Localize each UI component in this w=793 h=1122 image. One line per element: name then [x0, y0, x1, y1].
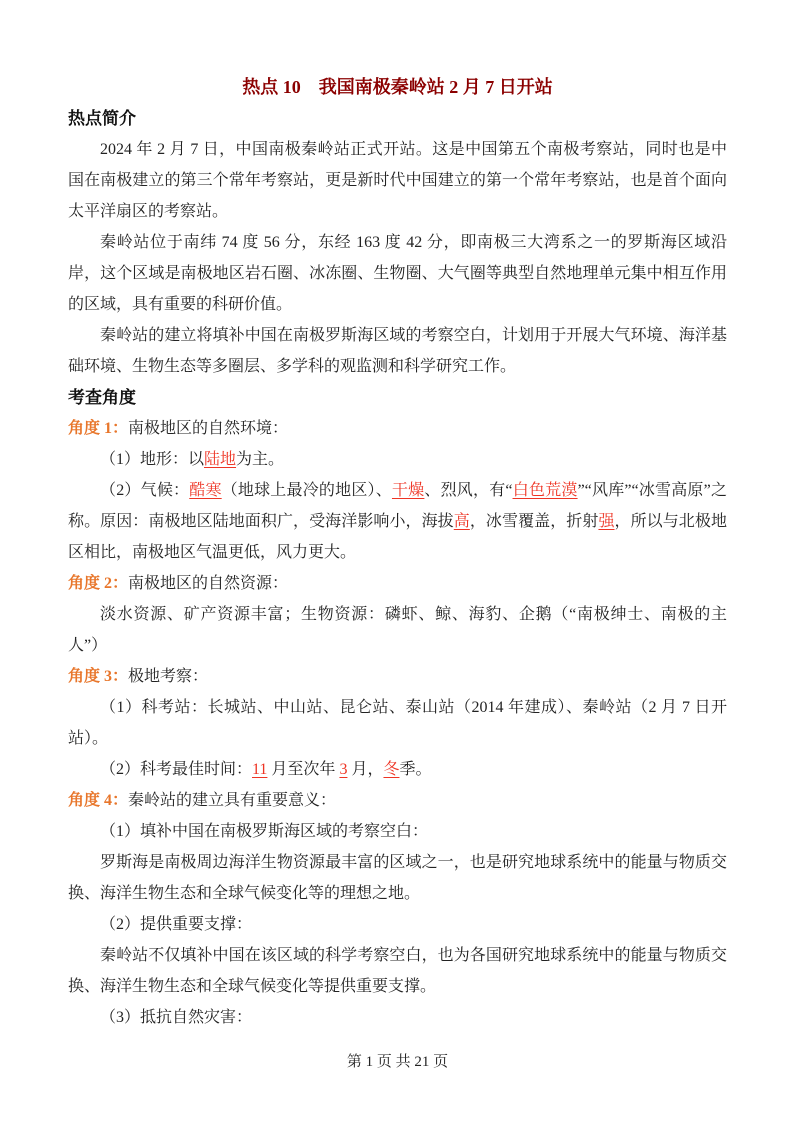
- paragraph: [68, 134, 727, 227]
- paragraph: [68, 599, 727, 661]
- text-run: 为主。: [236, 451, 285, 468]
- paragraph: [68, 816, 727, 847]
- paragraph: [68, 909, 727, 940]
- highlighted-term: 3: [339, 761, 348, 778]
- paragraph: [68, 227, 727, 320]
- text-run: 秦岭站的建立具有重要意义：: [128, 792, 337, 809]
- document-title: 热点 10 我国南极秦岭站 2 月 7 日开站: [242, 77, 553, 97]
- highlighted-term: 冬: [383, 761, 400, 778]
- text-run: ”“风库”“冰雪高原”之称。原因：南极地区陆地面积广，受海洋影响小，海拔: [68, 482, 727, 530]
- text-run: （1）地形：以: [100, 451, 205, 468]
- angle-heading: [68, 661, 727, 692]
- text-run: （2）科考最佳时间：: [100, 761, 253, 778]
- highlighted-term: 高: [453, 513, 470, 530]
- text-run: 月，: [347, 761, 384, 778]
- text-run: 秦岭站的建立将填补中国在南极罗斯海区域的考察空白，计划用于开展大气环境、海洋基础环境、生物生态等多圈层、多学科的观监测和科学研究工作。: [68, 327, 727, 375]
- paragraph: [68, 692, 727, 754]
- section-heading: [68, 382, 727, 413]
- paragraph: [68, 320, 727, 382]
- paragraph: [68, 475, 727, 568]
- text-run: 2024 年 2 月 7 日，中国南极秦岭站正式开站。这是中国第五个南极考察站，同时也是中国在南极建立的第三个常年考察站，更是新时代中国建立的第一个常年考察站，也是首个面向太平洋扇区的考察站。: [68, 141, 727, 220]
- angle-heading: [68, 785, 727, 816]
- text-run: （地球上最冷的地区）、: [221, 482, 392, 499]
- text-run: ，冰雪覆盖，折射: [469, 513, 599, 530]
- text-run: 秦岭站位于南纬 74 度 56 分，东经 163 度 42 分，即南极三大湾系之一的罗斯海区域沿岸，这个区域是南极地区岩石圈、冰冻圈、生物圈、大气圈等典型自然地理单元集中相互作用的区域，具有重要的科研价值。: [68, 234, 727, 313]
- highlighted-term: 陆地: [204, 451, 237, 468]
- angle-label: 角度 4：: [68, 792, 129, 809]
- text-run: （3）抵抗自然灾害：: [100, 1009, 253, 1026]
- paragraph: [68, 1002, 727, 1033]
- text-run: 月至次年: [267, 761, 340, 778]
- text-run: 淡水资源、矿产资源丰富；生物资源：磷虾、鲸、海豹、企鹅（“南极绅士、南极的主人”）: [68, 606, 727, 654]
- angle-label: 角度 1：: [68, 420, 129, 437]
- text-run: 秦岭站不仅填补中国在该区域的科学考察空白，也为各国研究地球系统中的能量与物质交换、海洋生物生态和全球气候变化等提供重要支撑。: [68, 947, 727, 995]
- angle-label: 角度 3：: [68, 668, 129, 685]
- angle-label: 角度 2：: [68, 575, 129, 592]
- paragraph: [68, 754, 727, 785]
- highlighted-term: 干燥: [391, 482, 425, 499]
- highlighted-term: 酷寒: [189, 482, 222, 499]
- section-heading: [68, 103, 727, 134]
- highlighted-term: 白色荒漠: [512, 482, 578, 499]
- angle-heading: [68, 413, 727, 444]
- text-run: （2）提供重要支撑：: [100, 916, 253, 933]
- text-run: 南极地区的自然资源：: [128, 575, 289, 592]
- text-run: 南极地区的自然环境：: [128, 420, 289, 437]
- angle-heading: [68, 568, 727, 599]
- paragraph: [68, 847, 727, 909]
- text-run: 热点简介: [68, 109, 136, 128]
- text-run: 季。: [399, 761, 432, 778]
- paragraph: [68, 444, 727, 475]
- text-run: 、烈风，有“: [424, 482, 513, 499]
- text-run: （1）填补中国在南极罗斯海区域的考察空白：: [100, 823, 429, 840]
- text-run: 罗斯海是南极周边海洋生物资源最丰富的区域之一，也是研究地球系统中的能量与物质交换、海洋生物生态和全球气候变化等的理想之地。: [68, 854, 727, 902]
- document-body: [68, 103, 727, 1033]
- highlighted-term: 11: [252, 761, 268, 778]
- text-run: 极地考察：: [128, 668, 209, 685]
- text-run: （2）气候：: [100, 482, 190, 499]
- highlighted-term: 强: [598, 513, 615, 530]
- text-run: 考查角度: [68, 388, 136, 407]
- text-run: （1）科考站：长城站、中山站、昆仑站、泰山站（2014 年建成）、秦岭站（2 月 7 日开站）。: [68, 699, 727, 747]
- text-run: ，所以与北极地区相比，南极地区气温更低，风力更大。: [68, 513, 727, 561]
- paragraph: [68, 940, 727, 1002]
- page-footer: 第 1 页 共 21 页: [346, 1054, 449, 1070]
